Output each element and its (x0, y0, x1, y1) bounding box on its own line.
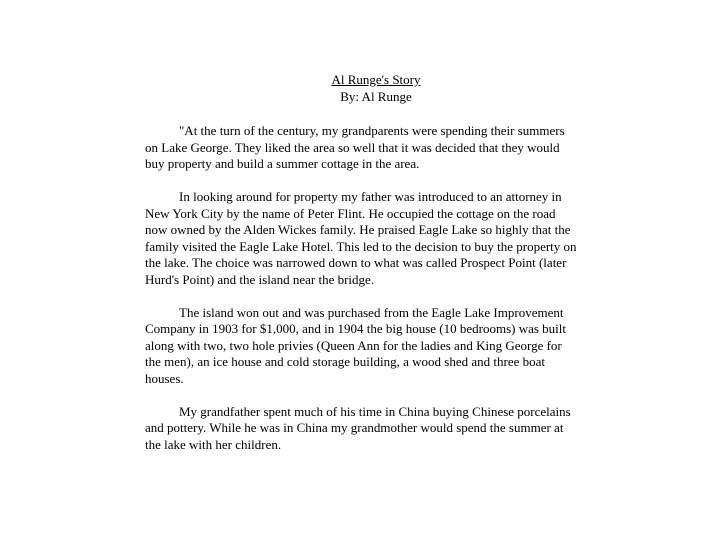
paragraph-4: My grandfather spent much of his time in China buying Chinese porcelains and pottery. While he was in China my grandmother would spend the summer at the lake with her children. (145, 403, 571, 452)
paragraph-2: In looking around for property my father was introduced to an attorney in New York City by the name of Peter Flint. He occupied the cottage on the road now owned by the Alden Wickes family. He praised Eagle Lake so highly that the family visited the Eagle Lake Hotel. This led to the decision to buy the property on the lake. The choice was narrowed down to what was called Prospect Point (later Hurd's Point) and the island near the bridge. (145, 188, 577, 287)
paragraph-1: "At the turn of the century, my grandparents were spending their summers on Lake George. They liked the area so well that it was decided that they would buy property and build a summer cottage in the area. (145, 123, 565, 172)
document-title: Al Runge's Story (331, 72, 421, 87)
document-byline: By: Al Runge (340, 88, 412, 104)
title-block (145, 72, 577, 105)
document-page (145, 72, 577, 453)
paragraph-3: The island won out and was purchased from the Eagle Lake Improvement Company in 1903 for $1,000, and in 1904 the big house (10 bedrooms) was built along with two, two hole privies (Queen Ann for the ladies and King George for the men), an ice house and cold storage building, a wood shed and three boat houses. (145, 304, 567, 386)
